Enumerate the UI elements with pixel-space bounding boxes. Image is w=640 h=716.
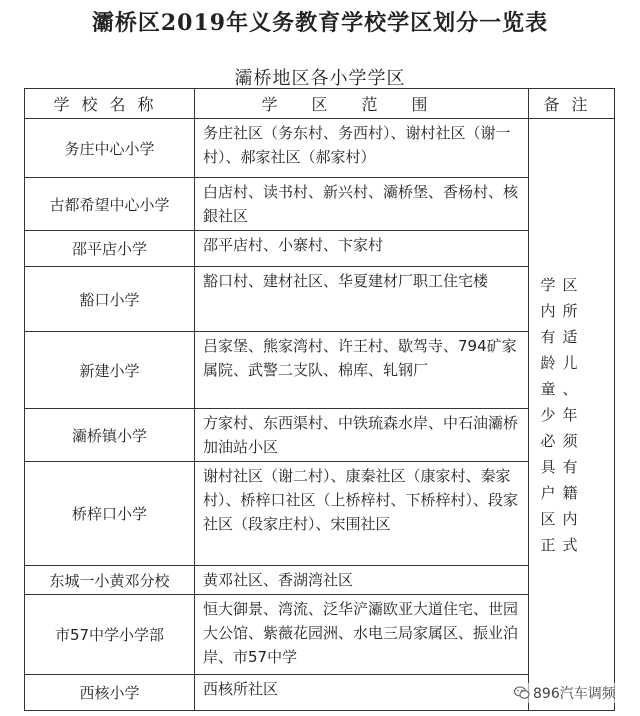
school-name: 古都希望中心小学 xyxy=(25,178,195,231)
district-area: 方家村、东西渠村、中铁琉森水岸、中石油灞桥加油站小区 xyxy=(195,409,529,462)
district-area: 吕家堡、熊家湾村、许王村、歇驾寺、794矿家属院、武警二支队、棉库、轧钢厂 xyxy=(195,332,529,409)
table-header-row xyxy=(25,89,615,119)
table-row xyxy=(25,462,615,566)
table-row xyxy=(25,231,615,267)
school-name: 务庄中心小学 xyxy=(25,119,195,178)
table-row xyxy=(25,178,615,231)
district-area: 西核所社区 xyxy=(195,675,529,711)
district-area: 豁口村、建材社区、华夏建材厂职工住宅楼 xyxy=(195,267,529,332)
table-row xyxy=(25,409,615,462)
header-school: 学校名称 xyxy=(25,89,195,119)
district-table xyxy=(24,88,615,711)
note-text: 学区内所有适龄儿童、少年必须具有户籍区内正式 xyxy=(540,275,585,554)
watermark-text: 896汽车调频 xyxy=(533,686,616,702)
note-cell xyxy=(529,119,615,711)
table-row xyxy=(25,595,615,675)
school-name: 新建小学 xyxy=(25,332,195,409)
school-name: 邵平店小学 xyxy=(25,231,195,267)
watermark xyxy=(514,683,616,703)
header-area: 学区范围 xyxy=(195,89,529,119)
table-subtitle: 灞桥地区各小学学区 xyxy=(234,68,406,89)
header-note: 备注 xyxy=(529,89,615,119)
district-area: 谢村社区（谢二村）、康秦社区（康家村、秦家村）、桥梓口社区（上桥梓村、下桥梓村）、段家社区（段家庄村）、宋围社区 xyxy=(195,462,529,566)
table-row xyxy=(25,267,615,332)
district-area: 白店村、读书村、新兴村、灞桥堡、香杨村、核銀社区 xyxy=(195,178,529,231)
table-row xyxy=(25,332,615,409)
school-name: 桥梓口小学 xyxy=(25,462,195,566)
school-name: 市57中学小学部 xyxy=(25,595,195,675)
wechat-icon xyxy=(514,686,530,700)
table-row xyxy=(25,119,615,178)
school-name: 西核小学 xyxy=(25,675,195,711)
district-area: 黄邓社区、香湖湾社区 xyxy=(195,566,529,595)
document-title: 灞桥区2019年义务教育学校学区划分一览表 xyxy=(91,10,549,36)
district-area: 务庄社区（务东村、务西村）、谢村社区（谢一村）、郝家社区（郝家村） xyxy=(195,119,529,178)
school-name: 豁口小学 xyxy=(25,267,195,332)
table-row xyxy=(25,566,615,595)
district-area: 恒大御景、湾流、泛华浐灞欧亚大道住宅、世园大公馆、紫薇花园洲、水电三局家属区、振业泊岸、市57中学 xyxy=(195,595,529,675)
school-name: 东城一小黄邓分校 xyxy=(25,566,195,595)
school-name: 灞桥镇小学 xyxy=(25,409,195,462)
district-area: 邵平店村、小寨村、卞家村 xyxy=(195,231,529,267)
